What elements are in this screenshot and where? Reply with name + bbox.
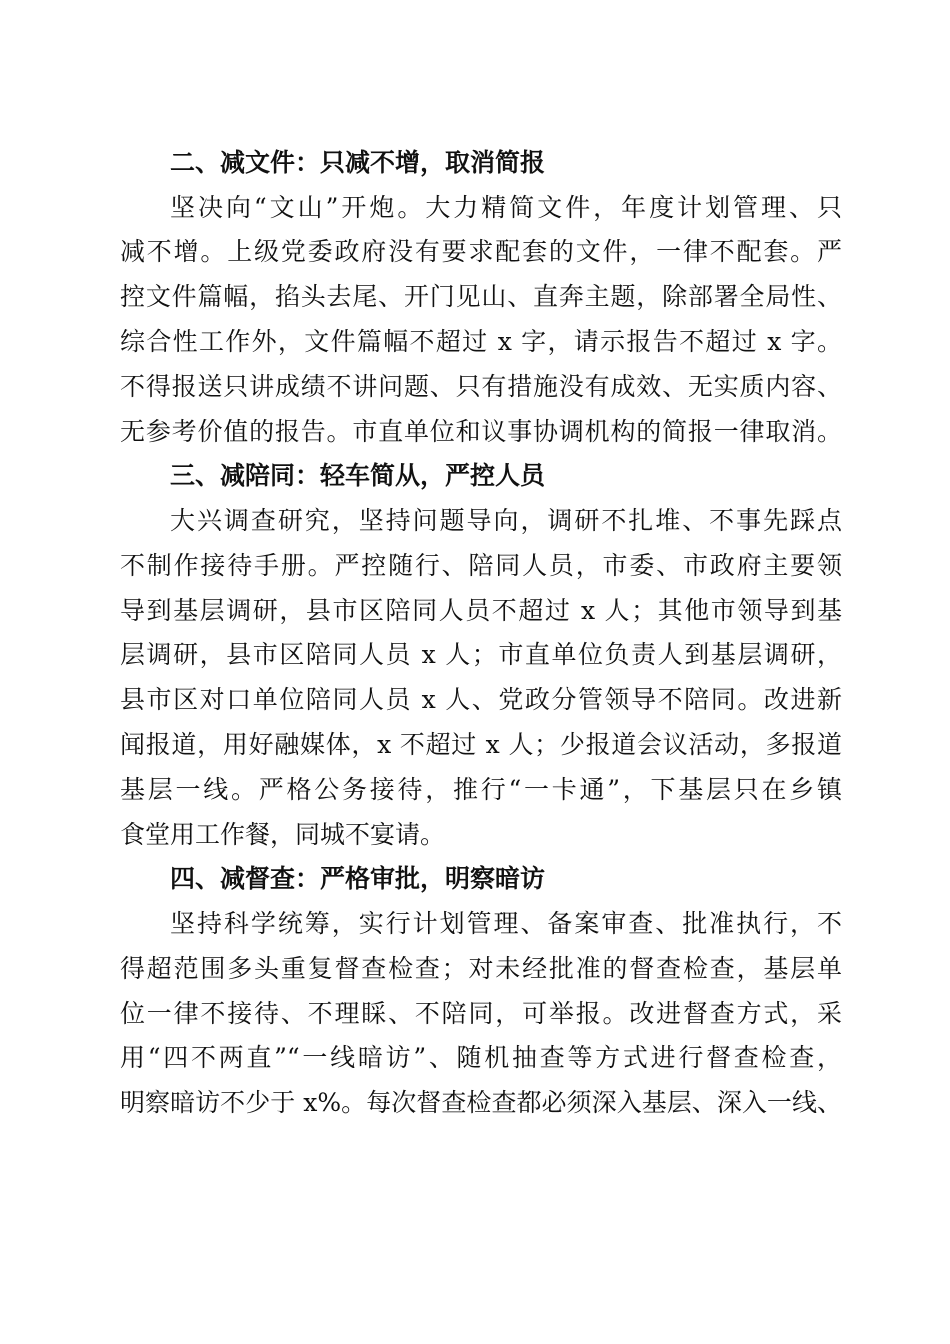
paragraph-line: 县市区对口单位陪同人员 x 人、党政分管领导不陪同。改进新 [120, 685, 842, 714]
paragraph-line: 减不增。上级党委政府没有要求配套的文件，一律不配套。严 [120, 237, 842, 266]
paragraph-line: 得超范围多头重复督查检查；对未经批准的督查检查，基层单 [120, 954, 842, 983]
paragraph-line: 闻报道，用好融媒体，x 不超过 x 人；少报道会议活动，多报道 [120, 730, 842, 759]
paragraph-line: 用“四不两直”“一线暗访”、随机抽查等方式进行督查检查， [120, 1043, 842, 1072]
section-heading: 三、减陪同：轻车简从，严控人员 [170, 461, 546, 490]
paragraph-line: 明察暗访不少于 x%。每次督查检查都必须深入基层、深入一线、 [120, 1088, 842, 1117]
paragraph-line: 层调研，县市区陪同人员 x 人；市直单位负责人到基层调研， [120, 640, 842, 669]
section-heading: 四、减督查：严格审批，明察暗访 [170, 864, 546, 893]
paragraph-line: 不得报送只讲成绩不讲问题、只有措施没有成效、无实质内容、 [120, 372, 842, 401]
paragraph-line: 位一律不接待、不理睬、不陪同，可举报。改进督查方式，采 [120, 999, 842, 1028]
paragraph-line: 坚决向“文山”开炮。大力精简文件，年度计划管理、只 [170, 193, 842, 222]
paragraph-line: 无参考价值的报告。市直单位和议事协调机构的简报一律取消。 [120, 417, 842, 446]
paragraph-line: 坚持科学统筹，实行计划管理、备案审查、批准执行，不 [170, 909, 842, 938]
paragraph-line: 控文件篇幅，掐头去尾、开门见山、直奔主题，除部署全局性、 [120, 282, 842, 311]
paragraph-line: 综合性工作外，文件篇幅不超过 x 字，请示报告不超过 x 字。 [120, 327, 842, 356]
paragraph-line: 导到基层调研，县市区陪同人员不超过 x 人；其他市领导到基 [120, 596, 842, 625]
section-heading: 二、减文件：只减不增，取消简报 [170, 148, 546, 177]
paragraph-line: 食堂用工作餐，同城不宴请。 [120, 820, 446, 849]
paragraph-line: 基层一线。严格公务接待，推行“一卡通”，下基层只在乡镇 [120, 775, 842, 804]
paragraph-line: 不制作接待手册。严控随行、陪同人员，市委、市政府主要领 [120, 551, 842, 580]
paragraph-line: 大兴调查研究，坚持问题导向，调研不扎堆、不事先踩点 [170, 506, 842, 535]
